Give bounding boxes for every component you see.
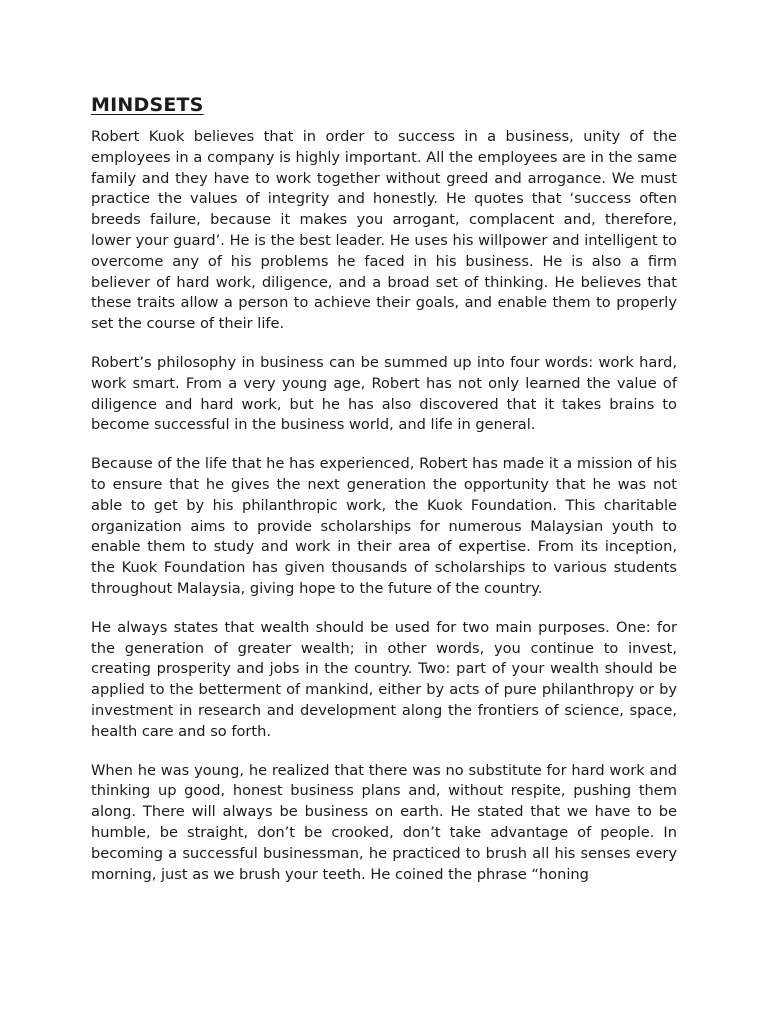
paragraph-2: Robert’s philosophy in business can be summed up into four words: work hard, work smart. From a very young age, Robert has not only learned the value of diligence and hard work, but he has also discovered that it takes brains to become successful in the business world, and life in general.: [91, 353, 677, 434]
paragraph-5: When he was young, he realized that there was no substitute for hard work and thinking up good, honest business plans and, without respite, pushing them along. There will always be business on earth. He stated that we have to be humble, be straight, don’t be crooked, don’t take advantage of people. In becoming a successful businessman, he practiced to brush all his senses every morning, just as we brush your teeth. He coined the phrase “honing: [91, 761, 677, 883]
page-title: MINDSETS: [91, 94, 204, 116]
paragraph-4: He always states that wealth should be used for two main purposes. One: for the generation of greater wealth; in other words, you continue to invest, creating prosperity and jobs in the country. Two: part of your wealth should be applied to the betterment of mankind, either by acts of pure philanthropy or by investment in research and development along the frontiers of science, space, health care and so forth.: [91, 618, 677, 740]
document-body: [91, 91, 677, 903]
paragraph-3: Because of the life that he has experienced, Robert has made it a mission of his to ensure that he gives the next generation the opportunity that he was not able to get by his philanthropic work, the Kuok Foundation. This charitable organization aims to provide scholarships for numerous Malaysian youth to enable them to study and work in their area of expertise. From its inception, the Kuok Foundation has given thousands of scholarships to various students throughout Malaysia, giving hope to the future of the country.: [91, 455, 677, 597]
paragraph-1: Robert Kuok believes that in order to success in a business, unity of the employees in a company is highly important. All the employees are in the same family and they have to work together without greed and arrogance. We must practice the values of integrity and honestly. He quotes that ‘success often breeds failure, because it makes you arrogant, complacent and, therefore, lower your guard’. He is the best leader. He uses his willpower and intelligent to overcome any of his problems he faced in his business. He is also a firm believer of hard work, diligence, and a broad set of thinking. He believes that these traits allow a person to achieve their goals, and enable them to properly set the course of their life.: [91, 128, 677, 333]
